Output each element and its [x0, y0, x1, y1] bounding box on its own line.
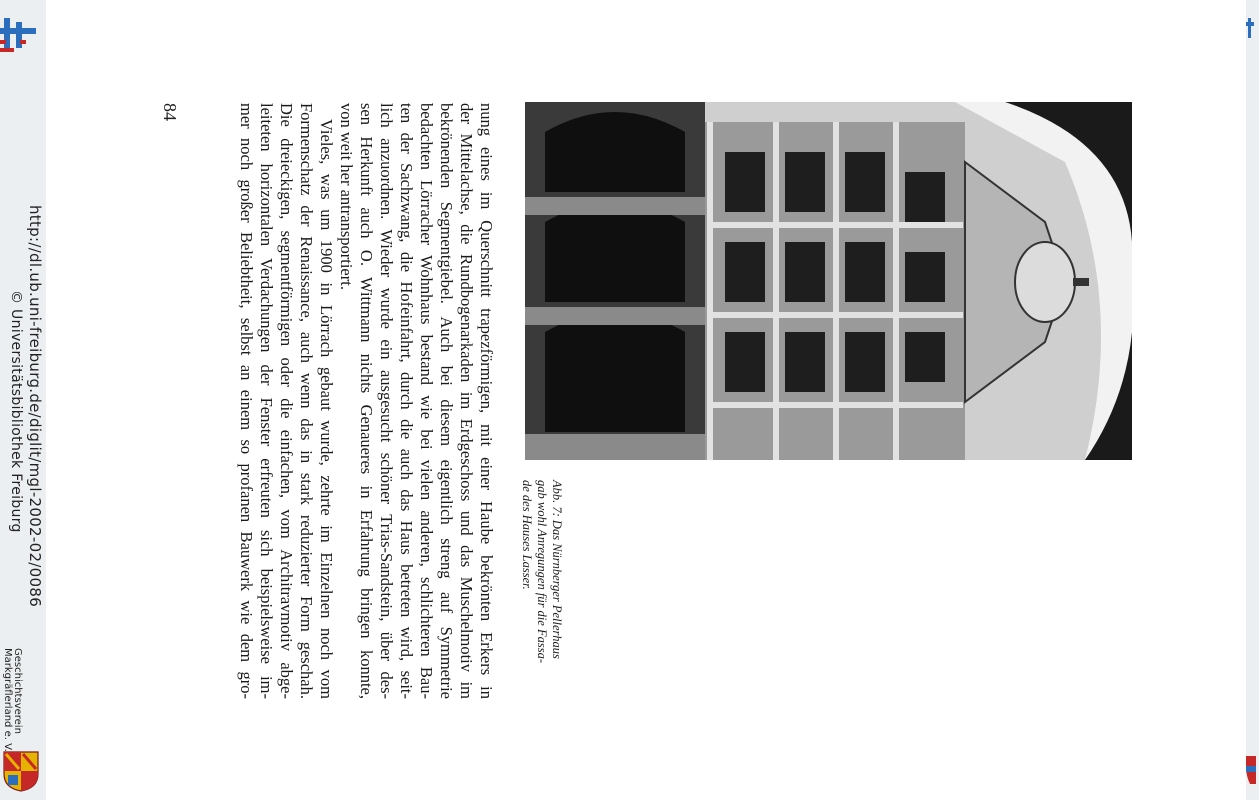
body-line: bedachten Lörracher Wohnhaus bestand wie bei vielen anderen, schlichteren Bau- [417, 103, 436, 699]
right-edge-logo-fragment-icon [1246, 18, 1254, 38]
right-edge-crest-fragment-icon [1246, 756, 1256, 784]
caption-line: de des Hauses Lasser. [520, 480, 534, 590]
library-logo-icon [0, 14, 40, 54]
source-url[interactable]: http://dl.ub.uni-freiburg.de/diglit/mgl-2002-02/0086 [26, 205, 44, 608]
body-line: Formenschatz der Renaissance, auch wenn das in stark reduzierter Form geschah. [297, 103, 316, 699]
body-line: sen Herkunft auch O. Wittmann nichts Genaueres in Erfahrung bringen konnte, [357, 103, 376, 699]
society-line-1: Geschichtsverein [12, 648, 23, 734]
body-line: nung eines im Querschnitt trapezförmigen, mit einer Haube bekrönten Erkers in [477, 103, 496, 699]
coat-of-arms-icon [2, 750, 40, 792]
figure-caption [519, 480, 564, 663]
pellerhaus-photo [525, 102, 1132, 460]
body-line: lich anzuordnen. Wieder wurde ein ausgesucht schöner Trias-Sandstein, über des- [377, 103, 396, 699]
body-line: mer noch großer Beliebtheit, selbst an einem so profanen Bauwerk wie dem gro- [237, 103, 256, 699]
body-text [236, 103, 496, 699]
caption-line: gab wohl Anregungen für die Fassa- [535, 480, 549, 663]
body-line: bekrönenden Segmentgiebel. Auch bei diesem eigentlich streng auf Symmetrie [437, 103, 456, 699]
page-number: 84 [160, 103, 180, 121]
copyright-notice: © Universitätsbibliothek Freiburg [8, 290, 24, 533]
body-line: der Mittelachse, die Rundbogenarkaden im Erdgeschoss und das Muschelmotiv im [457, 103, 476, 699]
right-margin [1246, 0, 1259, 800]
society-name [2, 648, 22, 752]
society-line-2: Markgräflerland e. V. [2, 648, 13, 752]
body-line: ten der Sachzwang, die Hofeinfahrt, durch die auch das Haus betreten wird, seit- [397, 103, 416, 699]
caption-line: Abb. 7: Das Nürnberger Pellerhaus [550, 480, 564, 659]
body-line: Vieles, was um 1900 in Lörrach gebaut wurde, zehrte im Einzelnen noch vom [317, 119, 336, 699]
body-line: von weit her antransportiert. [337, 103, 356, 290]
body-line: Die dreieckigen, segmentförmigen oder die einfachen, vom Architravmotiv abge- [277, 103, 296, 699]
body-line: leiteten horizontalen Verdachungen der Fenster erfreuten sich beispielsweise im- [257, 103, 276, 699]
